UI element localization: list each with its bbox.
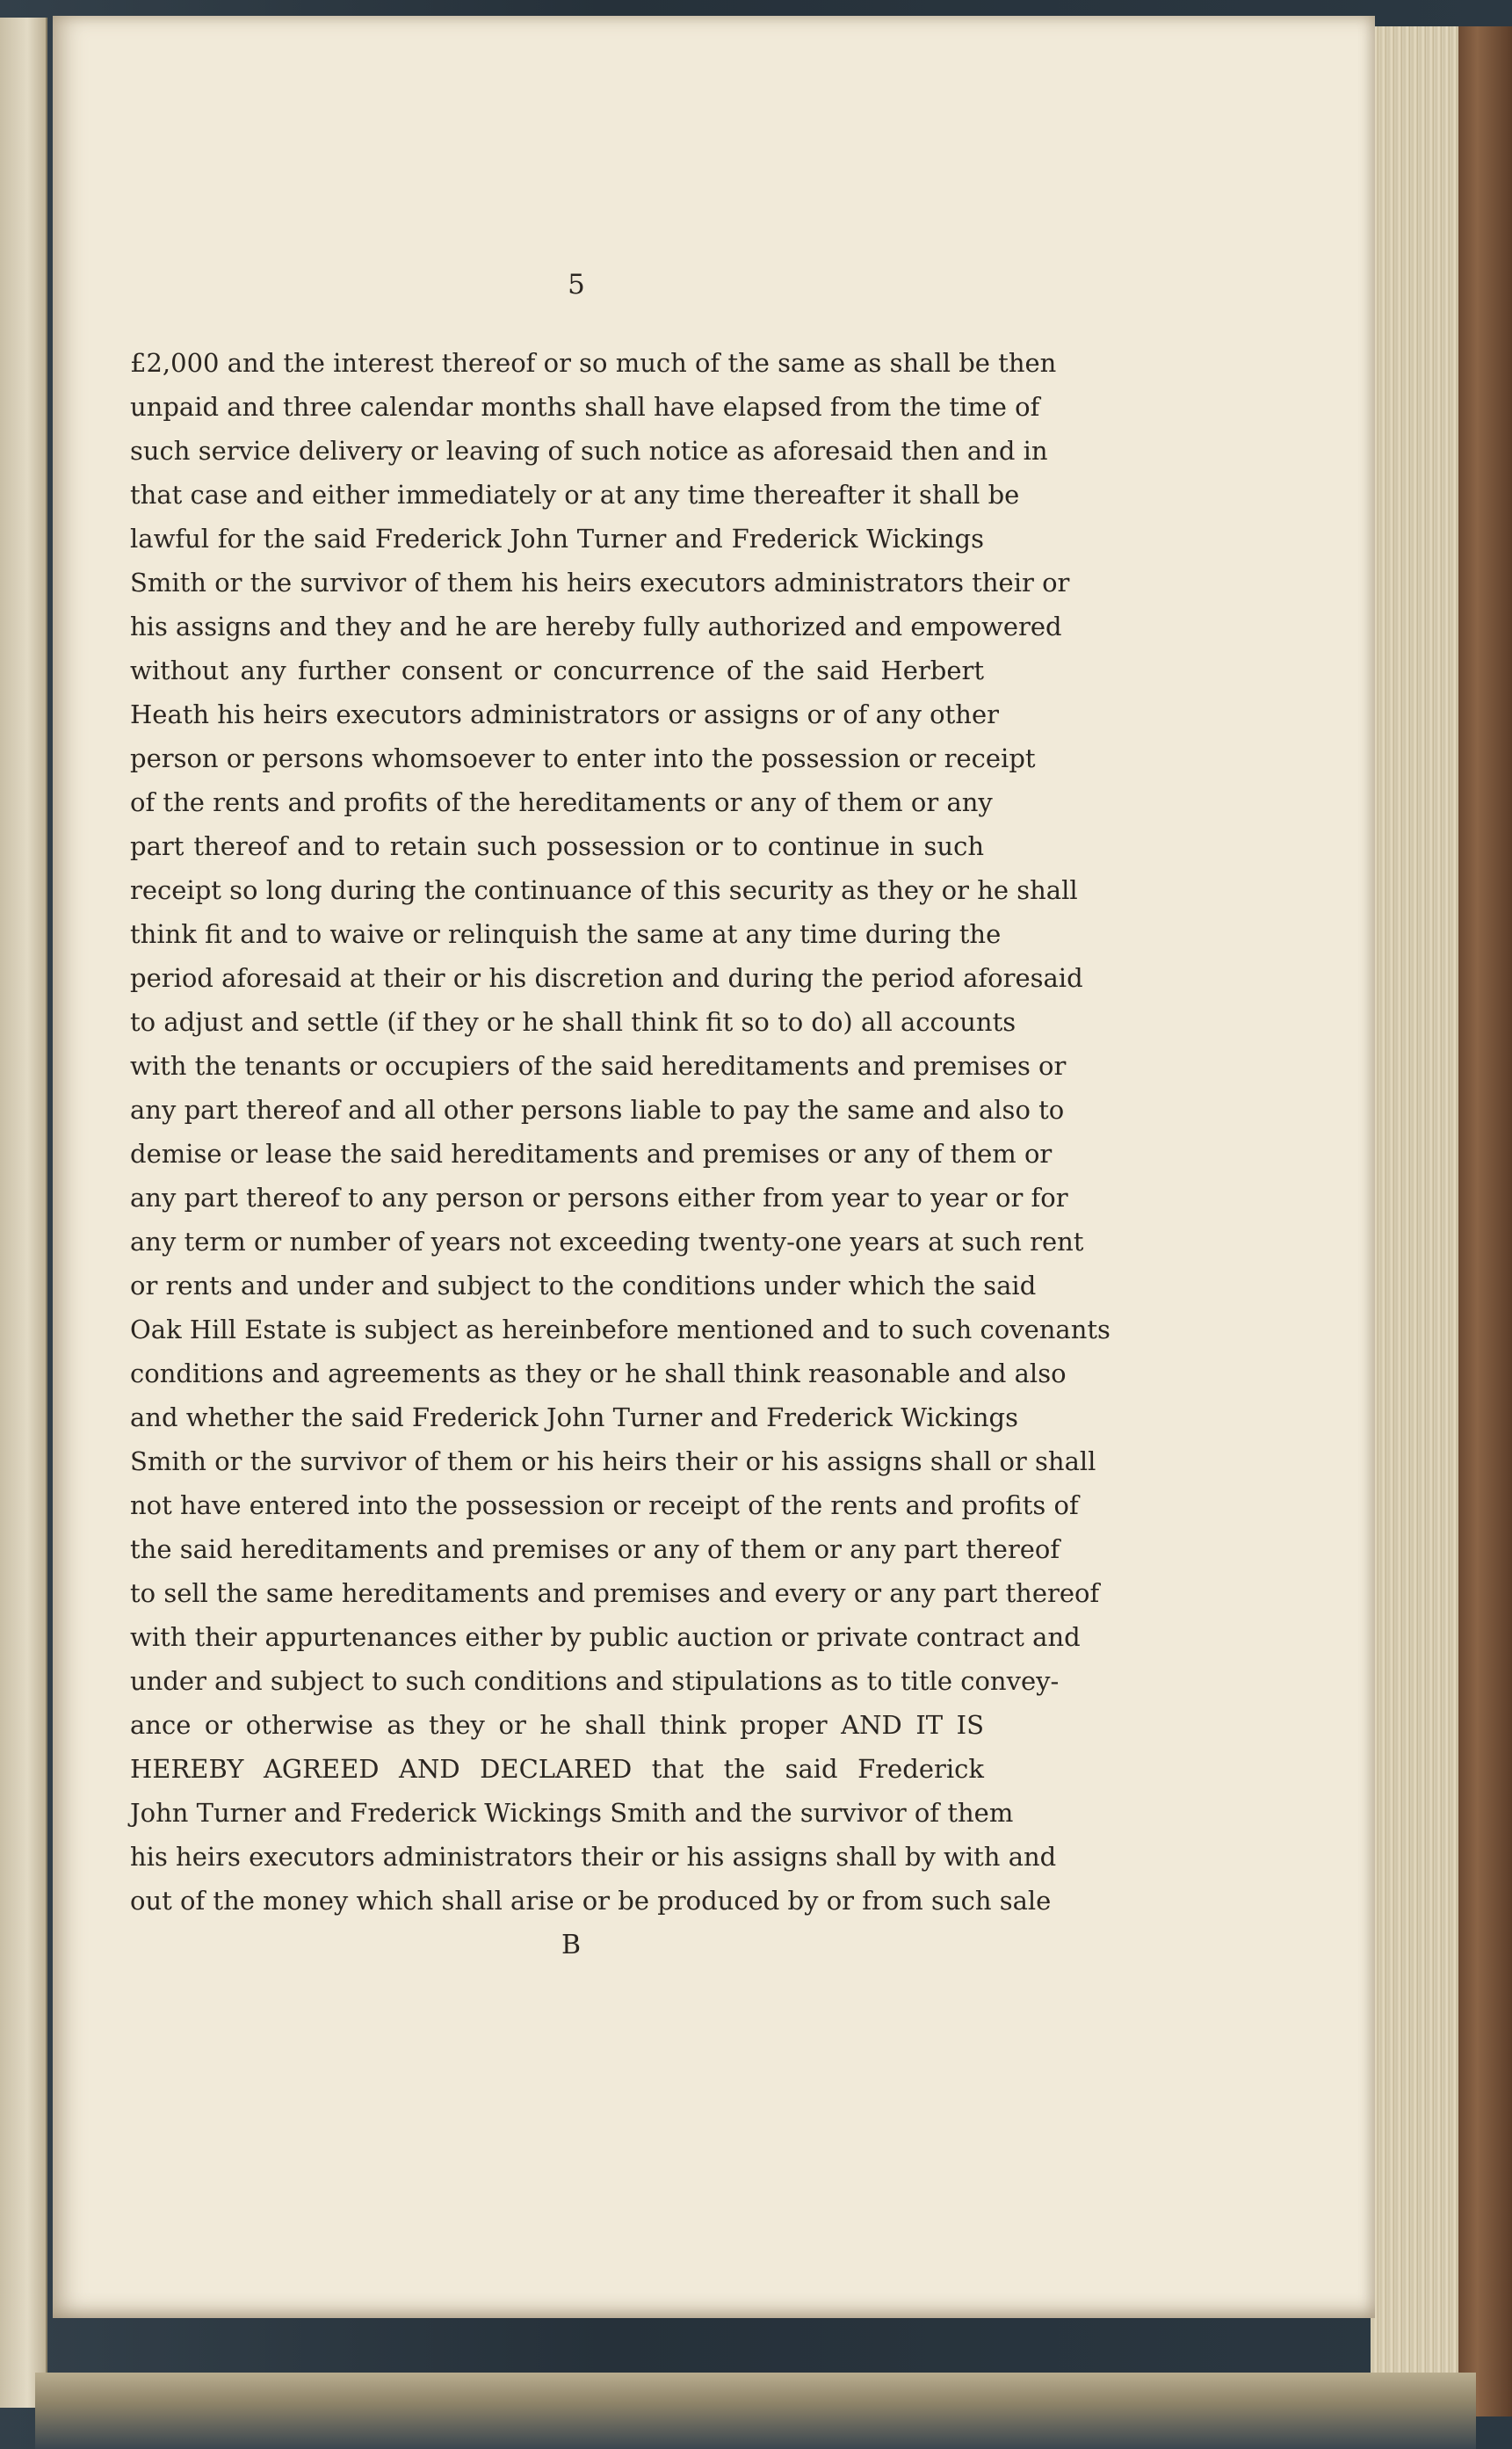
bottom-binding — [35, 2373, 1476, 2449]
text-line: Heath his heirs executors administrators or assigns or of any other — [130, 699, 999, 729]
text-line: out of the money which shall arise or be produced by or from such sale — [130, 1886, 1052, 1916]
page-number: 5 — [568, 269, 585, 301]
text-line: his assigns and they and he are hereby fully authorized and empowered — [130, 612, 1062, 641]
text-line: receipt so long during the continuance of this security as they or he shall — [130, 875, 1078, 905]
text-line: HEREBY AGREED AND DECLARED that the said Frederick — [130, 1754, 984, 1784]
text-line: period aforesaid at their or his discretion and during the period aforesaid — [130, 963, 1083, 993]
text-line: lawful for the said Frederick John Turner and Frederick Wickings — [130, 524, 984, 554]
text-line: the said hereditaments and premises or any of them or any part thereof — [130, 1534, 1060, 1564]
text-line: of the rents and profits of the hereditaments or any of them or any — [130, 787, 993, 817]
text-line: with the tenants or occupiers of the said hereditaments and premises or — [130, 1051, 1067, 1081]
document-page — [53, 16, 1375, 2318]
text-line: that case and either immediately or at any time thereafter it shall be — [130, 480, 1020, 510]
text-line: without any further consent or concurrence of the said Herbert — [130, 656, 984, 685]
text-line: conditions and agreements as they or he shall think reasonable and also — [130, 1359, 1067, 1388]
text-line: or rents and under and subject to the conditions under which the said — [130, 1271, 1037, 1301]
text-line: John Turner and Frederick Wickings Smith and the survivor of them — [130, 1798, 1014, 1828]
text-line: such service delivery or leaving of such notice as aforesaid then and in — [130, 436, 1048, 466]
text-line: person or persons whomsoever to enter into the possession or receipt — [130, 743, 1036, 773]
text-line: demise or lease the said hereditaments and premises or any of them or — [130, 1139, 1053, 1169]
text-line: part thereof and to retain such possession or to continue in such — [130, 831, 984, 861]
text-line: any part thereof and all other persons liable to pay the same and also to — [130, 1095, 1065, 1125]
text-line: under and subject to such conditions and stipulations as to title convey- — [130, 1666, 1060, 1696]
text-line: ance or otherwise as they or he shall think proper AND IT IS — [130, 1710, 984, 1740]
text-line: unpaid and three calendar months shall have elapsed from the time of — [130, 392, 1040, 422]
text-line: Smith or the survivor of them his heirs executors administrators their or — [130, 568, 1070, 598]
text-line: Oak Hill Estate is subject as hereinbefore mentioned and to such covenants — [130, 1315, 1110, 1344]
text-line: his heirs executors administrators their or his assigns shall by with and — [130, 1842, 1057, 1872]
facing-page-edge — [0, 18, 47, 2408]
text-line: with their appurtenances either by public auction or private contract and — [130, 1622, 1081, 1652]
text-line: think fit and to waive or relinquish the same at any time during the — [130, 919, 1002, 949]
text-line: and whether the said Frederick John Turner and Frederick Wickings — [130, 1402, 1019, 1432]
text-line: £2,000 and the interest thereof or so much of the same as shall be then — [130, 348, 1057, 378]
text-line: Smith or the survivor of them or his heirs their or his assigns shall or shall — [130, 1446, 1096, 1476]
text-line: to sell the same hereditaments and premises and every or any part thereof — [130, 1578, 1100, 1608]
signature-mark: B — [561, 1930, 582, 1960]
text-line: any part thereof to any person or persons either from year to year or for — [130, 1183, 1068, 1213]
body-text — [130, 341, 1110, 1923]
leather-binding — [1458, 26, 1512, 2416]
text-line: any term or number of years not exceeding twenty-one years at such rent — [130, 1227, 1084, 1257]
text-line: not have entered into the possession or receipt of the rents and profits of — [130, 1490, 1079, 1520]
text-line: to adjust and settle (if they or he shall think fit so to do) all accounts — [130, 1007, 1016, 1037]
